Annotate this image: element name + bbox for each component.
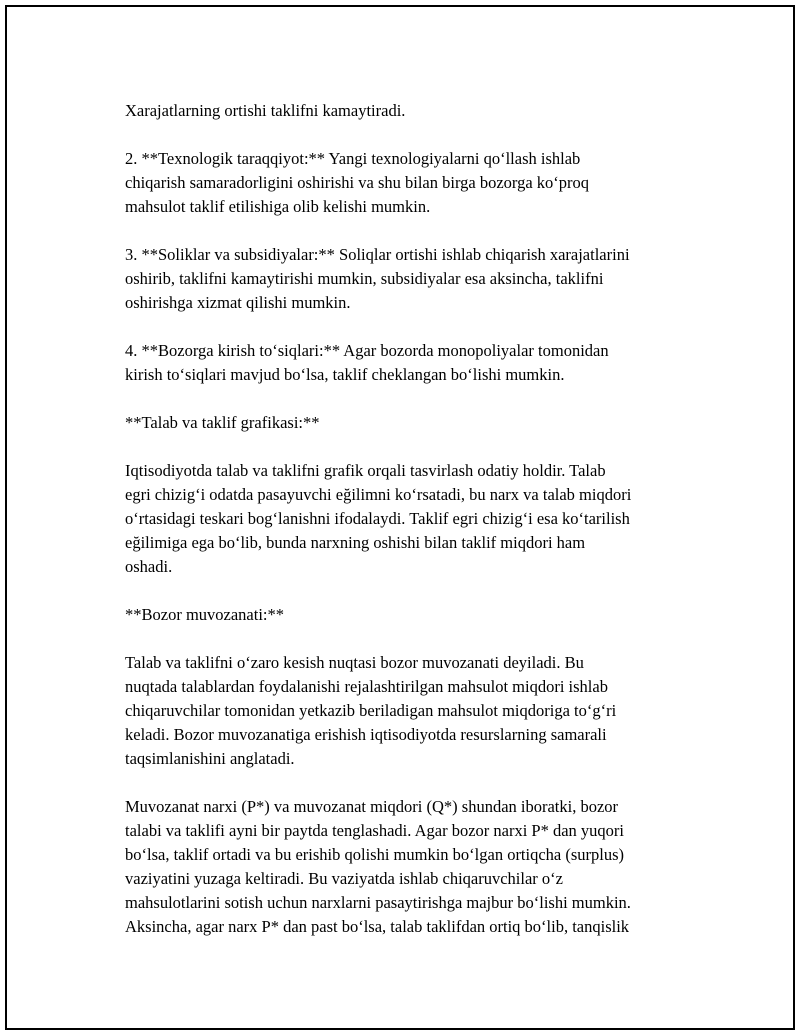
text-line: oshadi. [125,557,173,576]
text-line: keladi. Bozor muvozanatiga erishish iqtisodiyotda resurslarning samarali [125,725,607,744]
paragraph-market-barriers [125,339,705,387]
paragraph-equilibrium-definition [125,651,705,771]
text-line: nuqtada talablardan foydalanishi rejalashtirilgan mahsulot miqdori ishlab [125,677,608,696]
text-line: Aksincha, agar narx P* dan past bo‘lsa, talab taklifdan ortiq bo‘lib, tanqislik [125,917,630,936]
text-line: **Bozor muvozanati:** [125,605,285,624]
heading-supply-demand-graph [125,411,705,435]
text-line: oshirib, taklifni kamaytirishi mumkin, subsidiyalar esa aksincha, taklifni [125,269,604,288]
text-line: chiqaruvchilar tomonidan yetkazib beriladigan mahsulot miqdoriga to‘g‘ri [125,701,617,720]
text-line: oshirishga xizmat qilishi mumkin. [125,293,351,312]
text-line: vaziyatini yuzaga keltiradi. Bu vaziyatda ishlab chiqaruvchilar o‘z [125,869,563,888]
paragraph-equilibrium-price [125,795,705,939]
text-line: 2. **Texnologik taraqqiyot:** Yangi texnologiyalarni qo‘llash ishlab [125,149,581,168]
page-frame [5,5,795,1030]
text-line: Iqtisodiyotda talab va taklifni grafik orqali tasvirlash odatiy holdir. Talab [125,461,606,480]
text-line: **Talab va taklif grafikasi:** [125,413,320,432]
paragraph-cost-increase [125,99,705,123]
heading-market-equilibrium [125,603,705,627]
text-line: mahsulot taklif etilishiga olib kelishi mumkin. [125,197,431,216]
text-line: bo‘lsa, taklif ortadi va bu erishib qolishi mumkin bo‘lgan ortiqcha (surplus) [125,845,625,864]
text-line: Xarajatlarning ortishi taklifni kamaytiradi. [125,101,406,120]
text-line: taqsimlanishini anglatadi. [125,749,295,768]
text-line: Muvozanat narxi (P*) va muvozanat miqdori (Q*) shundan iboratki, bozor [125,797,619,816]
paragraph-taxes-subsidies [125,243,705,315]
text-line: o‘rtasidagi teskari bog‘lanishni ifodalaydi. Taklif egri chizig‘i esa ko‘tarilish [125,509,630,528]
text-line: chiqarish samaradorligini oshirishi va shu bilan birga bozorga ko‘proq [125,173,590,192]
text-line: 4. **Bozorga kirish to‘siqlari:** Agar bozorda monopoliyalar tomonidan [125,341,609,360]
text-line: mahsulotlarini sotish uchun narxlarni pasaytirishga majbur bo‘lishi mumkin. [125,893,631,912]
text-line: kirish to‘siqlari mavjud bo‘lsa, taklif cheklangan bo‘lishi mumkin. [125,365,565,384]
text-line: eğilimiga ega bo‘lib, bunda narxning oshishi bilan taklif miqdori ham [125,533,586,552]
paragraph-graph-description [125,459,705,579]
text-line: talabi va taklifi ayni bir paytda tenglashadi. Agar bozor narxi P* dan yuqori [125,821,624,840]
document-body [125,99,705,963]
text-line: 3. **Soliklar va subsidiyalar:** Soliqlar ortishi ishlab chiqarish xarajatlarini [125,245,630,264]
text-line: egri chizig‘i odatda pasayuvchi eğilimni ko‘rsatadi, bu narx va talab miqdori [125,485,632,504]
paragraph-technological-progress [125,147,705,219]
text-line: Talab va taklifni o‘zaro kesish nuqtasi bozor muvozanati deyiladi. Bu [125,653,584,672]
